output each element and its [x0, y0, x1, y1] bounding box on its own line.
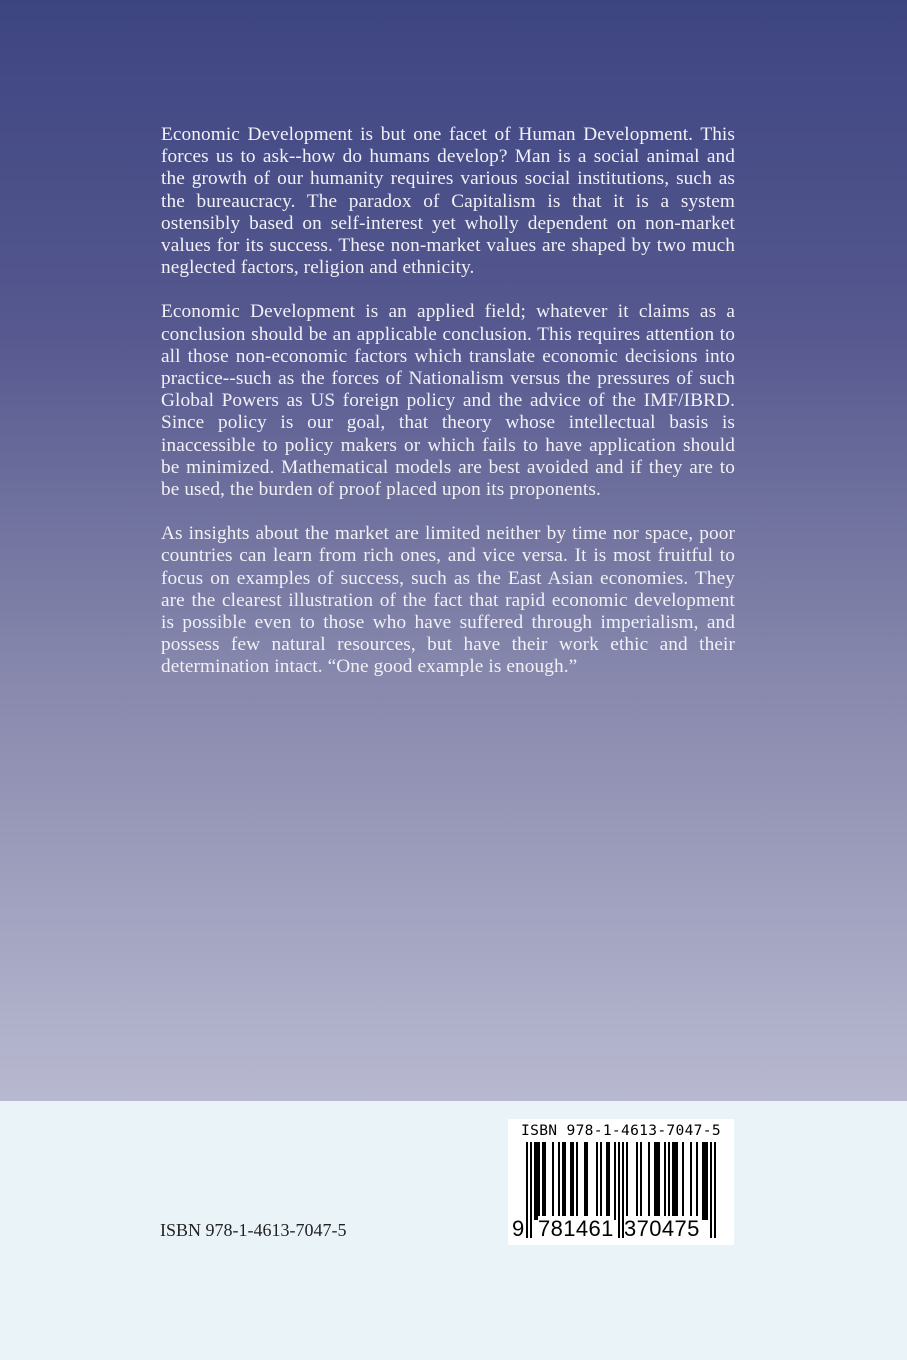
barcode-bar	[572, 1142, 574, 1220]
barcode-bar	[600, 1142, 602, 1220]
barcode-bar	[562, 1142, 564, 1220]
barcode-bar	[596, 1142, 598, 1220]
barcode-bar	[576, 1142, 578, 1220]
barcode-bar	[654, 1142, 656, 1220]
barcode-bar	[534, 1142, 536, 1220]
barcode-bar	[606, 1142, 608, 1220]
barcode-bar	[536, 1142, 538, 1220]
barcode-bar	[626, 1142, 628, 1220]
barcode-bar	[702, 1142, 704, 1220]
barcode-bar	[658, 1142, 660, 1220]
barcode-bar	[656, 1142, 658, 1220]
footer-band	[0, 1101, 907, 1360]
barcode-bar	[640, 1142, 642, 1220]
blurb-text	[161, 124, 735, 701]
barcode-bar	[570, 1142, 572, 1220]
barcode-bar	[696, 1142, 698, 1220]
barcode-isbn-label: ISBN 978-1-4613-7047-5	[521, 1122, 721, 1139]
barcode-bar	[674, 1142, 676, 1220]
barcode-bar	[672, 1142, 674, 1220]
barcode-guard-bar	[526, 1142, 528, 1238]
barcode-bar	[706, 1142, 708, 1220]
barcode-bar	[542, 1142, 544, 1220]
barcode-bar	[668, 1142, 670, 1220]
barcode-digits-right: 370475	[624, 1216, 700, 1241]
barcode-bar	[564, 1142, 566, 1220]
barcode-bar	[676, 1142, 678, 1220]
barcode-guard-bar	[530, 1142, 532, 1238]
blurb-paragraph-1: Economic Development is but one facet of Human Development. This forces us to ask--how do humans develop? Man is a social animal and the growth of our humanity requires various social institutions, such as the bureaucracy. The paradox of Capitalism is that it is a system ostensibly based on self-interest yet wholly dependent on non-market values for its success. These non-market values are shaped by two much neglected factors, religion and ethnicity.	[161, 124, 735, 279]
blurb-paragraph-3: As insights about the market are limited neither by time nor space, poor countries can learn from rich ones, and vice versa. It is most fruitful to focus on examples of success, such as the East Asian economies. They are the clearest illustration of the fact that rapid economic development is possible even to those who have suffered through imperialism, and possess few natural resources, but have their work ethic and their determination intact. “One good example is enough.”	[161, 523, 735, 678]
barcode-bar	[544, 1142, 546, 1220]
barcode-guard-bar	[714, 1142, 716, 1238]
barcode-bar	[664, 1142, 666, 1220]
barcode-guard-bar	[710, 1142, 712, 1238]
barcode-digit-first: 9	[512, 1216, 525, 1241]
barcode-bar	[690, 1142, 692, 1220]
barcode	[508, 1119, 734, 1245]
barcode-guard-bar	[618, 1142, 620, 1238]
barcode-bar	[614, 1142, 616, 1220]
barcode-bar	[558, 1142, 560, 1220]
barcode-bar	[586, 1142, 588, 1220]
barcode-bar	[608, 1142, 610, 1220]
barcode-bar	[682, 1142, 684, 1220]
barcode-bar	[704, 1142, 706, 1220]
barcode-bar	[552, 1142, 554, 1220]
barcode-bar	[538, 1142, 540, 1220]
barcode-bar	[584, 1142, 586, 1220]
barcode-digits-left: 781461	[538, 1216, 614, 1241]
barcode-bar	[636, 1142, 638, 1220]
barcode-bar	[648, 1142, 650, 1220]
isbn-text: ISBN 978-1-4613-7047-5	[160, 1220, 347, 1240]
blurb-paragraph-2: Economic Development is an applied field; whatever it claims as a conclusion should be an applicable conclusion. This requires attention to all those non-economic factors which translate economic decisions into practice--such as the forces of Nationalism versus the pressures of such Global Powers as US foreign policy and the advice of the IMF/IBRD. Since policy is our goal, that theory whose intellectual basis is inaccessible to policy makers or which fails to have application should be minimized. Mathematical models are best avoided and if they are to be used, the burden of proof placed upon its proponents.	[161, 301, 735, 501]
